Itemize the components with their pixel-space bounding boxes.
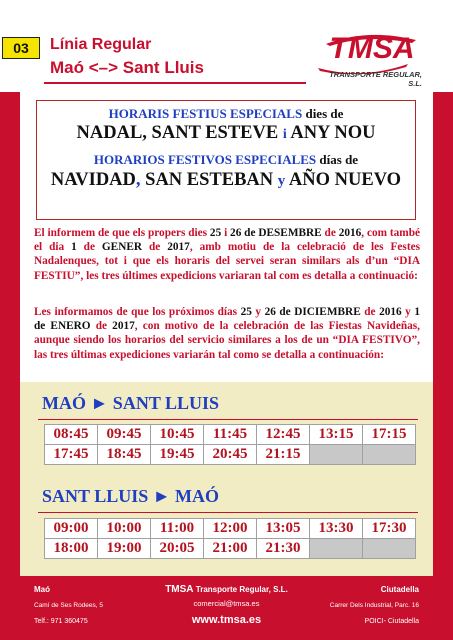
footer-left-address: Camí de Ses Rodees, 5 [34, 602, 104, 609]
logo-subtitle: TRANSPORTE REGULAR, S.L. [329, 70, 422, 88]
right-red-border [433, 0, 453, 640]
footer-company-tail: Transporte Regular, S.L. [193, 585, 288, 594]
header [0, 0, 453, 92]
time-cell: 17:30 [363, 519, 416, 539]
table-row [45, 519, 416, 539]
logo-wordmark: TMSA [329, 32, 415, 65]
table-row [45, 425, 416, 445]
time-cell: 13:30 [310, 519, 363, 539]
es-text: , con motivo de la celebración de las Fiestas Navideñas, aunque siendo los horarios del servicio similares a los de un “DIA FESTIVO”, las tres últimas expediciones variarán tal como se detalla a continuación: [34, 320, 421, 361]
footer-right-address: Carrer Dels Industrial, Parc. 16 [329, 602, 419, 609]
footer [0, 576, 453, 640]
time-cell: 13:05 [257, 519, 310, 539]
schedule-divider [38, 419, 418, 420]
es-conj: y [255, 306, 262, 318]
ca-date: GENER [101, 241, 143, 254]
es-text: de [90, 320, 113, 333]
time-cell: 17:15 [363, 425, 416, 445]
schedule-title-santlluis-mao: SANT LLUIS ► MAÓ [42, 486, 220, 506]
title-underline [44, 82, 306, 84]
table-row [45, 445, 416, 465]
ca-text: , amb motiu de la celebració de les Festes Nadalenques, tot i que els horaris del servei seran similars als d’un “DIA FESTIU”, les tres últimes expedicions variaran tal com es detalla a continuació: [34, 241, 420, 282]
es-year: 2016 [379, 306, 402, 318]
notice-heading-es [37, 152, 415, 168]
ca-date: 26 de DESEMBRE [230, 227, 322, 239]
schedule-title-mao-santlluis: MAÓ ► SANT LLUIS [42, 393, 220, 413]
empty-cell [363, 445, 416, 465]
paragraph-spanish [34, 305, 420, 362]
holidays-ca-part2: ANY NOU [286, 123, 376, 143]
time-cell: 20:05 [151, 539, 204, 559]
footer-phone: Telf.: 971 360475 [34, 618, 88, 625]
time-cell: 20:45 [204, 445, 257, 465]
route-number-badge: 03 [2, 37, 40, 59]
time-cell: 08:45 [45, 425, 98, 445]
empty-cell [310, 445, 363, 465]
line-title: Línia Regular [50, 36, 152, 53]
footer-email-link[interactable]: comercial@tmsa.es [193, 599, 260, 608]
footer-website-link[interactable]: www.tmsa.es [191, 614, 262, 626]
empty-cell [363, 539, 416, 559]
footer-right-area: POICI- Ciutadella [364, 618, 419, 625]
schedule-divider [38, 512, 418, 513]
es-year: 2017 [112, 320, 135, 333]
es-text: Les informamos de que los próximos días [34, 306, 241, 318]
holidays-es-conj: y [277, 173, 286, 189]
route-name: Maó <–> Sant Lluis [50, 58, 204, 77]
notice-holidays-es [37, 169, 415, 192]
tmsa-logo [312, 32, 422, 88]
time-cell: 09:45 [98, 425, 151, 445]
ca-conj: i [224, 227, 228, 239]
time-cell: 13:15 [310, 425, 363, 445]
notice-heading-es-tail: días de [316, 152, 359, 167]
footer-company-name: TMSA [165, 584, 194, 595]
notice-holidays-ca [37, 123, 415, 144]
time-cell: 11:00 [151, 519, 204, 539]
time-cell: 19:45 [151, 445, 204, 465]
es-date: 1 de ENERO [34, 306, 420, 333]
holidays-ca-conj: i [282, 127, 287, 142]
footer-left-city: Maó [34, 585, 50, 594]
ca-date: 1 [71, 241, 77, 254]
time-cell: 10:45 [151, 425, 204, 445]
ca-text: de [76, 241, 102, 254]
time-cell: 21:30 [257, 539, 310, 559]
holiday-notice-box [36, 100, 416, 220]
empty-cell [310, 539, 363, 559]
time-cell: 09:00 [45, 519, 98, 539]
ca-date: 25 [209, 227, 222, 239]
ca-year: 2016 [338, 227, 362, 239]
holidays-es-part1: NAVIDAD [50, 170, 136, 190]
holidays-es-comma: , [135, 170, 141, 190]
time-cell: 18:45 [98, 445, 151, 465]
ca-year: 2017 [167, 241, 190, 254]
timetable-santlluis-mao [44, 518, 416, 559]
notice-heading-es-blue: HORARIOS FESTIVOS ESPECIALES [93, 152, 317, 167]
es-date: 26 de DICIEMBRE [264, 306, 361, 318]
table-row [45, 539, 416, 559]
time-cell: 18:00 [45, 539, 98, 559]
ca-text: El informem de que els propers dies [34, 227, 210, 239]
time-cell: 10:00 [98, 519, 151, 539]
ca-text: de [142, 241, 168, 254]
time-cell: 11:45 [204, 425, 257, 445]
footer-right-city: Ciutadella [380, 585, 419, 594]
main-content [20, 92, 433, 576]
time-cell: 17:45 [45, 445, 98, 465]
time-cell: 19:00 [98, 539, 151, 559]
time-cell: 12:00 [204, 519, 257, 539]
timetable-mao-santlluis [44, 424, 416, 465]
holidays-es-part2: SAN ESTEBAN [140, 170, 278, 190]
schedule-panel [20, 382, 433, 576]
ca-text: , com també el dia [34, 227, 420, 254]
left-red-border [0, 0, 20, 640]
notice-heading-ca [37, 106, 415, 122]
notice-heading-ca-blue: HORARIS FESTIUS ESPECIALS [108, 106, 303, 121]
paragraph-catalan [34, 226, 420, 283]
holidays-ca-part1: NADAL, SANT ESTEVE [76, 123, 283, 143]
notice-heading-ca-tail: dies de [302, 106, 344, 121]
time-cell: 12:45 [257, 425, 310, 445]
time-cell: 21:00 [204, 539, 257, 559]
ca-text: de [321, 227, 339, 239]
holidays-es-part3: AÑO NUEVO [285, 170, 402, 190]
time-cell: 21:15 [257, 445, 310, 465]
es-conj: y [405, 306, 411, 318]
es-text: de [360, 306, 380, 318]
es-date: 25 [240, 306, 252, 318]
